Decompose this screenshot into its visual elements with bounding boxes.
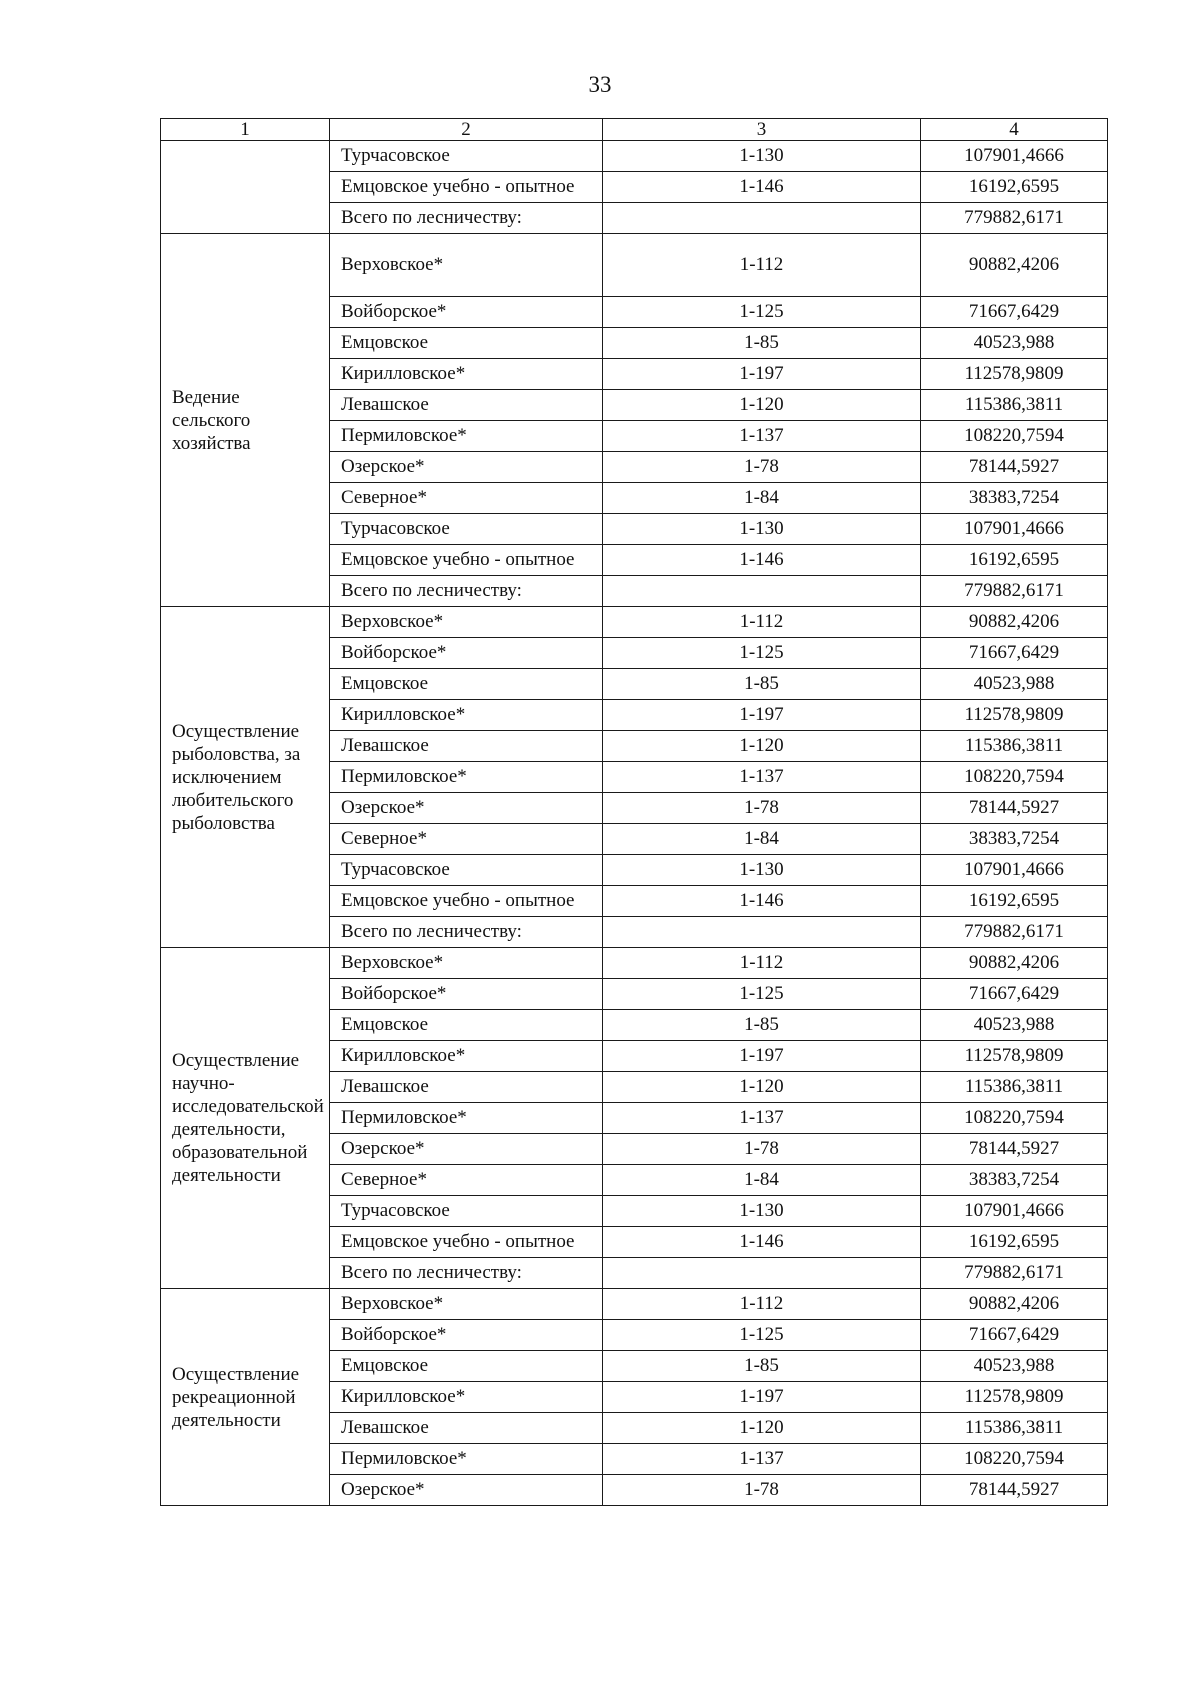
area-cell: 112578,9809: [921, 359, 1108, 390]
area-cell: 108220,7594: [921, 1103, 1108, 1134]
area-cell: 779882,6171: [921, 203, 1108, 234]
quarter-range-cell: 1-197: [603, 359, 921, 390]
forestry-name-cell: Всего по лесничеству:: [330, 576, 603, 607]
quarter-range-cell: 1-130: [603, 514, 921, 545]
area-cell: 90882,4206: [921, 948, 1108, 979]
area-cell: 78144,5927: [921, 793, 1108, 824]
forestry-name-cell: Левашское: [330, 1072, 603, 1103]
area-cell: 779882,6171: [921, 917, 1108, 948]
quarter-range-cell: 1-137: [603, 421, 921, 452]
area-cell: 40523,988: [921, 1010, 1108, 1041]
area-cell: 40523,988: [921, 328, 1108, 359]
quarter-range-cell: 1-120: [603, 1413, 921, 1444]
area-cell: 107901,4666: [921, 141, 1108, 172]
area-cell: 107901,4666: [921, 1196, 1108, 1227]
area-cell: 90882,4206: [921, 1289, 1108, 1320]
area-cell: 115386,3811: [921, 731, 1108, 762]
quarter-range-cell: 1-146: [603, 545, 921, 576]
area-cell: 16192,6595: [921, 886, 1108, 917]
area-cell: 108220,7594: [921, 1444, 1108, 1475]
forestry-name-cell: Кирилловское*: [330, 700, 603, 731]
table-header-row: [161, 119, 1108, 141]
quarter-range-cell: 1-197: [603, 1382, 921, 1413]
forestry-name-cell: Войборское*: [330, 638, 603, 669]
area-cell: 16192,6595: [921, 172, 1108, 203]
forestry-name-cell: Емцовское учебно - опытное: [330, 886, 603, 917]
forestry-name-cell: Кирилловское*: [330, 359, 603, 390]
quarter-range-cell: 1-125: [603, 979, 921, 1010]
forestry-name-cell: Пермиловское*: [330, 421, 603, 452]
area-cell: 115386,3811: [921, 390, 1108, 421]
area-cell: 40523,988: [921, 1351, 1108, 1382]
area-cell: 71667,6429: [921, 1320, 1108, 1351]
quarter-range-cell: 1-120: [603, 1072, 921, 1103]
forestry-name-cell: Емцовское: [330, 1351, 603, 1382]
quarter-range-cell: 1-78: [603, 793, 921, 824]
area-cell: 779882,6171: [921, 576, 1108, 607]
area-cell: 108220,7594: [921, 421, 1108, 452]
quarter-range-cell: 1-137: [603, 1103, 921, 1134]
forestry-name-cell: Озерское*: [330, 1475, 603, 1506]
quarter-range-cell: 1-125: [603, 1320, 921, 1351]
area-cell: 16192,6595: [921, 1227, 1108, 1258]
quarter-range-cell: 1-130: [603, 855, 921, 886]
area-cell: 112578,9809: [921, 1382, 1108, 1413]
activity-type-cell: [161, 141, 330, 234]
forestry-name-cell: Северное*: [330, 1165, 603, 1196]
quarter-range-cell: 1-197: [603, 1041, 921, 1072]
quarter-range-cell: 1-112: [603, 1289, 921, 1320]
activity-type-cell: Осуществление рыболовства, за исключением любительского рыболовства: [161, 607, 330, 948]
forestry-table: [160, 118, 1108, 1506]
area-cell: 71667,6429: [921, 297, 1108, 328]
quarter-range-cell: 1-84: [603, 483, 921, 514]
quarter-range-cell: 1-78: [603, 1134, 921, 1165]
area-cell: 78144,5927: [921, 1134, 1108, 1165]
quarter-range-cell: 1-137: [603, 1444, 921, 1475]
forestry-name-cell: Турчасовское: [330, 1196, 603, 1227]
forestry-name-cell: Пермиловское*: [330, 1103, 603, 1134]
quarter-range-cell: 1-130: [603, 141, 921, 172]
quarter-range-cell: 1-85: [603, 328, 921, 359]
forestry-name-cell: Озерское*: [330, 793, 603, 824]
quarter-range-cell: 1-146: [603, 886, 921, 917]
quarter-range-cell: 1-197: [603, 700, 921, 731]
forestry-name-cell: Кирилловское*: [330, 1041, 603, 1072]
forestry-name-cell: Левашское: [330, 390, 603, 421]
activity-type-cell: Осуществление рекреационной деятельности: [161, 1289, 330, 1506]
forestry-name-cell: Емцовское учебно - опытное: [330, 1227, 603, 1258]
forestry-name-cell: Войборское*: [330, 1320, 603, 1351]
quarter-range-cell: 1-130: [603, 1196, 921, 1227]
area-cell: 107901,4666: [921, 514, 1108, 545]
area-cell: 90882,4206: [921, 234, 1108, 297]
area-cell: 112578,9809: [921, 700, 1108, 731]
column-header-3: 3: [603, 119, 921, 141]
forestry-name-cell: Турчасовское: [330, 514, 603, 545]
forestry-name-cell: Турчасовское: [330, 855, 603, 886]
forestry-name-cell: Емцовское: [330, 1010, 603, 1041]
forestry-name-cell: Верховское*: [330, 234, 603, 297]
area-cell: 112578,9809: [921, 1041, 1108, 1072]
forestry-name-cell: Войборское*: [330, 297, 603, 328]
area-cell: 115386,3811: [921, 1072, 1108, 1103]
forestry-name-cell: Верховское*: [330, 1289, 603, 1320]
forestry-name-cell: Емцовское учебно - опытное: [330, 172, 603, 203]
forestry-name-cell: Емцовское: [330, 328, 603, 359]
area-cell: 115386,3811: [921, 1413, 1108, 1444]
forestry-name-cell: Северное*: [330, 483, 603, 514]
forestry-name-cell: Озерское*: [330, 452, 603, 483]
area-cell: 71667,6429: [921, 638, 1108, 669]
quarter-range-cell: 1-125: [603, 638, 921, 669]
forestry-name-cell: Турчасовское: [330, 141, 603, 172]
area-cell: 78144,5927: [921, 452, 1108, 483]
page-number: 33: [588, 72, 612, 97]
quarter-range-cell: 1-137: [603, 762, 921, 793]
activity-type-cell: Осуществление научно-исследовательской деятельности, образовательной деятельности: [161, 948, 330, 1289]
forestry-name-cell: Озерское*: [330, 1134, 603, 1165]
activity-type-cell: Ведение сельского хозяйства: [161, 234, 330, 607]
area-cell: 40523,988: [921, 669, 1108, 700]
area-cell: 38383,7254: [921, 824, 1108, 855]
forestry-name-cell: Всего по лесничеству:: [330, 1258, 603, 1289]
table-row: [161, 234, 1108, 297]
table-row: [161, 141, 1108, 172]
column-header-4: 4: [921, 119, 1108, 141]
quarter-range-cell: 1-112: [603, 607, 921, 638]
forestry-name-cell: Верховское*: [330, 607, 603, 638]
area-cell: 38383,7254: [921, 1165, 1108, 1196]
area-cell: 38383,7254: [921, 483, 1108, 514]
table-row: [161, 948, 1108, 979]
quarter-range-cell: 1-120: [603, 390, 921, 421]
area-cell: 71667,6429: [921, 979, 1108, 1010]
forestry-name-cell: Левашское: [330, 731, 603, 762]
quarter-range-cell: 1-85: [603, 669, 921, 700]
forestry-name-cell: Левашское: [330, 1413, 603, 1444]
quarter-range-cell: 1-112: [603, 234, 921, 297]
forestry-table-body: [161, 119, 1108, 1506]
forestry-name-cell: Пермиловское*: [330, 1444, 603, 1475]
quarter-range-cell: 1-85: [603, 1010, 921, 1041]
area-cell: 108220,7594: [921, 762, 1108, 793]
quarter-range-cell: 1-85: [603, 1351, 921, 1382]
area-cell: 90882,4206: [921, 607, 1108, 638]
quarter-range-cell: 1-112: [603, 948, 921, 979]
forestry-name-cell: Пермиловское*: [330, 762, 603, 793]
quarter-range-cell: 1-146: [603, 1227, 921, 1258]
quarter-range-cell: 1-125: [603, 297, 921, 328]
forestry-name-cell: Кирилловское*: [330, 1382, 603, 1413]
forestry-name-cell: Войборское*: [330, 979, 603, 1010]
table-row: [161, 607, 1108, 638]
area-cell: 107901,4666: [921, 855, 1108, 886]
area-cell: 16192,6595: [921, 545, 1108, 576]
quarter-range-cell: [603, 576, 921, 607]
area-cell: 779882,6171: [921, 1258, 1108, 1289]
quarter-range-cell: 1-78: [603, 452, 921, 483]
forestry-name-cell: Емцовское: [330, 669, 603, 700]
quarter-range-cell: 1-78: [603, 1475, 921, 1506]
column-header-1: 1: [161, 119, 330, 141]
quarter-range-cell: 1-146: [603, 172, 921, 203]
quarter-range-cell: [603, 1258, 921, 1289]
column-header-2: 2: [330, 119, 603, 141]
forestry-name-cell: Северное*: [330, 824, 603, 855]
quarter-range-cell: [603, 203, 921, 234]
forestry-name-cell: Верховское*: [330, 948, 603, 979]
quarter-range-cell: 1-84: [603, 824, 921, 855]
quarter-range-cell: [603, 917, 921, 948]
forestry-name-cell: Всего по лесничеству:: [330, 917, 603, 948]
quarter-range-cell: 1-84: [603, 1165, 921, 1196]
forestry-name-cell: Емцовское учебно - опытное: [330, 545, 603, 576]
table-row: [161, 1289, 1108, 1320]
quarter-range-cell: 1-120: [603, 731, 921, 762]
forestry-name-cell: Всего по лесничеству:: [330, 203, 603, 234]
area-cell: 78144,5927: [921, 1475, 1108, 1506]
